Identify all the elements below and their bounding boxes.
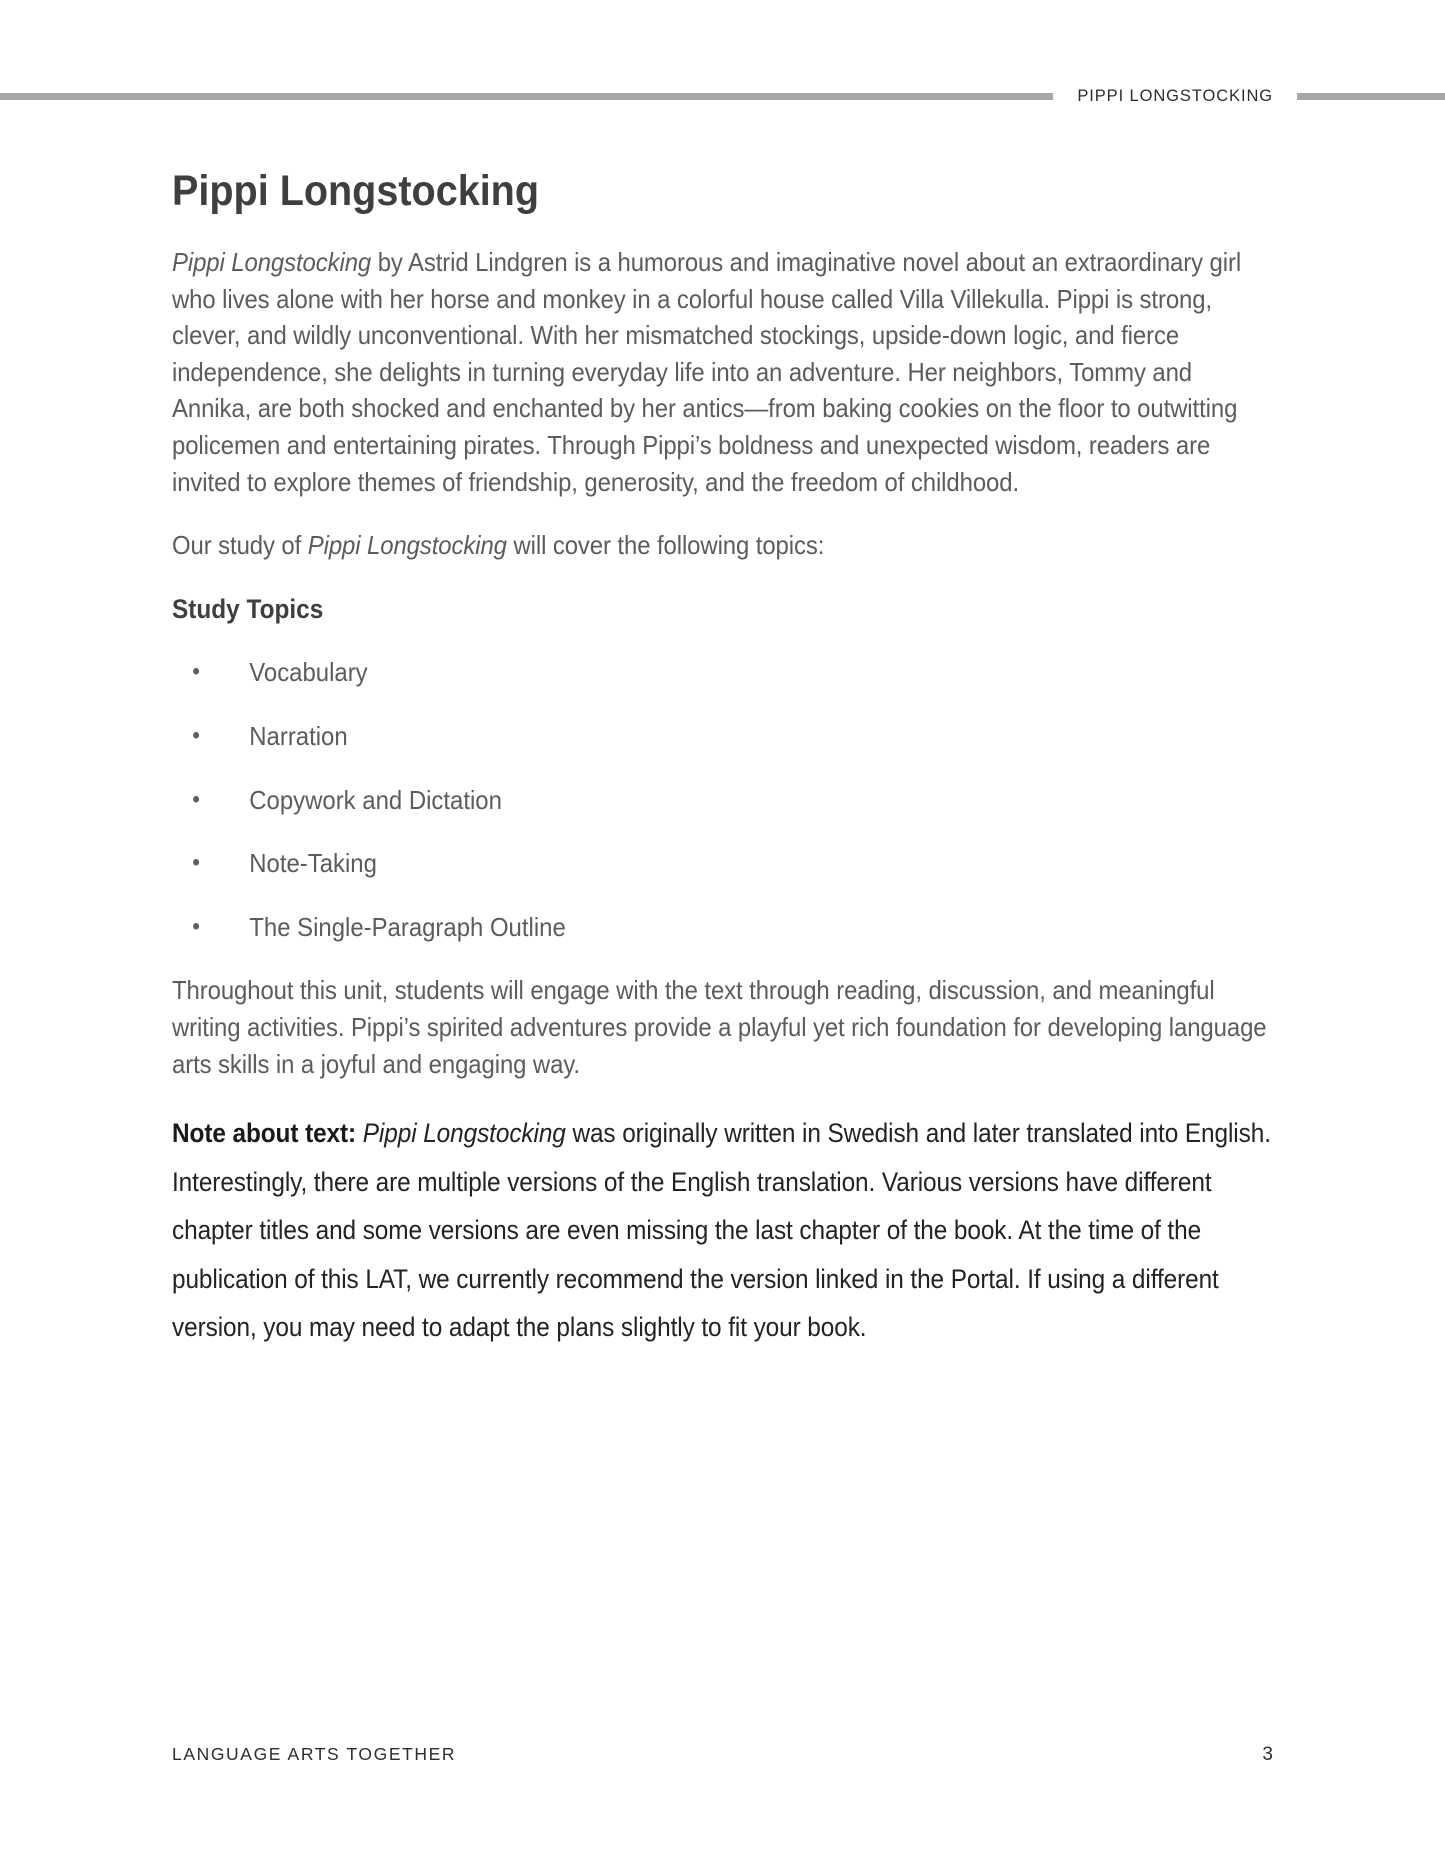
study-intro-paragraph [172,527,1273,564]
study-intro-after: will cover the following topics: [506,530,825,561]
study-topics-heading: Study Topics [172,593,324,624]
running-header-title: PIPPI LONGSTOCKING [1077,86,1273,105]
header-rule-right [1297,93,1445,100]
book-title-italic: Pippi Longstocking [172,247,372,277]
study-topic-item: • Narration [172,718,1273,755]
intro-paragraph [172,244,1273,500]
page-footer [172,1744,1273,1766]
study-topic-item: • Copywork and Dictation [172,782,1273,819]
unit-paragraph: Throughout this unit, students will engage with the text through reading, discussion, and meaningful writing activities. Pippi’s spirited adventures provide a playful yet rich foundation for developing language arts skills in a joyful and engaging way. [172,975,1267,1079]
study-topic-item: • Vocabulary [172,654,1273,691]
footer-brand: LANGUAGE ARTS TOGETHER [172,1744,457,1764]
note-label: Note about text: [172,1118,357,1149]
study-topics-list [172,654,1273,945]
footer-page-number: 3 [1262,1744,1273,1765]
note-paragraph [172,1109,1273,1352]
intro-text: by Astrid Lindgren is a humorous and imaginative novel about an extraordinary girl who lives alone with her horse and monkey in a colorful house called Villa Villekulla. Pippi is strong, clever, and wildly unconventional. With her mismatched stockings, upside-down logic, and fierce independence, she delights in turning everyday life into an adventure. Her neighbors, Tommy and Annika, are both shocked and enchanted by her antics—from baking cookies on the floor to outwitting policemen and entertaining pirates. Through Pippi’s boldness and unexpected wisdom, readers are invited to explore themes of friendship, generosity, and the freedom of childhood. [172,247,1242,497]
study-topic-item: • Note-Taking [172,845,1273,882]
page-title: Pippi Longstocking [172,167,540,215]
note-text: was originally written in Swedish and later translated into English. Interestingly, there are multiple versions of the English translation. Various versions have different chapter titles and some versions are even missing the last chapter of the book. At the time of the publication of this LAT, we currently recommend the version linked in the Portal. If using a different version, you may need to adapt the plans slightly to fit your book. [172,1118,1271,1343]
study-intro-before: Our study of [172,530,308,561]
page-content [172,0,1273,1352]
book-title-italic: Pippi Longstocking [356,1118,566,1149]
book-title-italic: Pippi Longstocking [307,530,507,561]
study-topic-item: • The Single-Paragraph Outline [172,909,1273,946]
